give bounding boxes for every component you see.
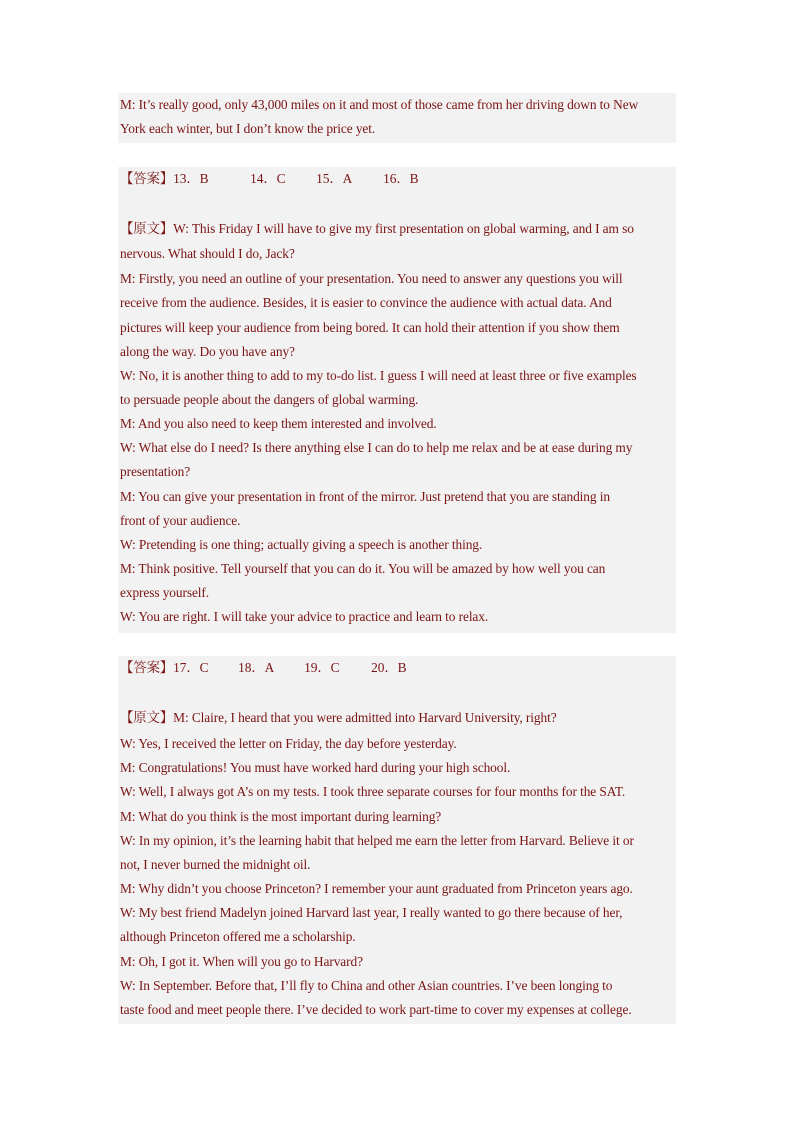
answer-block-17-20	[118, 656, 676, 1024]
answer-16: 16．B	[383, 171, 419, 186]
answer-14: 14．C	[250, 171, 286, 186]
dialogue-line: W: Pretending is one thing; actually giving a speech is another thing.	[120, 537, 483, 552]
dialogue-line: taste food and meet people there. I’ve decided to work part-time to cover my expenses at college.	[120, 1002, 632, 1017]
dialogue-line: express yourself.	[120, 585, 210, 600]
dialogue-line: W: In my opinion, it’s the learning habit that helped me earn the letter from Harvard. Believe it or	[120, 833, 634, 848]
dialogue-line: to persuade people about the dangers of global warming.	[120, 392, 419, 407]
dialogue-line: M: Firstly, you need an outline of your presentation. You need to answer any questions you will	[120, 271, 623, 286]
dialogue-line: W: No, it is another thing to add to my to-do list. I guess I will need at least three or five examples	[120, 368, 637, 383]
dialogue-line: front of your audience.	[120, 513, 241, 528]
dialogue-line: M: What do you think is the most important during learning?	[120, 809, 442, 824]
answer-13: 13．B	[173, 171, 209, 186]
source-tag: 【原文】	[120, 710, 174, 725]
answer-18: 18．A	[238, 660, 275, 675]
dialogue-line: W: You are right. I will take your advice to practice and learn to relax.	[120, 609, 489, 624]
answer-17: 17．C	[173, 660, 209, 675]
dialogue-line: M: Think positive. Tell yourself that you can do it. You will be amazed by how well you can	[120, 561, 606, 576]
answer-line	[120, 656, 676, 680]
answer-tag: 【答案】	[120, 660, 174, 675]
dialogue-line: M: And you also need to keep them interested and involved.	[120, 416, 437, 431]
source-tag: 【原文】	[120, 221, 174, 236]
dialogue-line: W: Well, I always got A’s on my tests. I took three separate courses for four months for the SAT.	[120, 784, 626, 799]
dialogue-line: 【原文】W: This Friday I will have to give my first presentation on global warming, and I am so	[120, 221, 634, 236]
dialogue-block-1	[118, 93, 676, 143]
answer-15: 15．A	[316, 171, 353, 186]
dialogue-line: although Princeton offered me a scholarship.	[120, 929, 356, 944]
dialogue-line: M: Oh, I got it. When will you go to Harvard?	[120, 954, 363, 969]
dialogue-line: not, I never burned the midnight oil.	[120, 857, 311, 872]
answer-tag: 【答案】	[120, 171, 174, 186]
dialogue-line: M: Why didn’t you choose Princeton? I remember your aunt graduated from Princeton years ago.	[120, 881, 633, 896]
dialogue-line: M: Congratulations! You must have worked hard during your high school.	[120, 760, 511, 775]
answer-line	[120, 167, 676, 191]
dialogue-line: receive from the audience. Besides, it is easier to convince the audience with actual data. And	[120, 295, 612, 310]
dialogue-line: presentation?	[120, 464, 191, 479]
answer-19: 19．C	[304, 660, 340, 675]
dialogue-line: pictures will keep your audience from being bored. It can hold their attention if you show them	[120, 320, 620, 335]
dialogue-line: M: It’s really good, only 43,000 miles on it and most of those came from her driving down to New	[120, 97, 639, 112]
dialogue-line: along the way. Do you have any?	[120, 344, 295, 359]
dialogue-line: York each winter, but I don’t know the price yet.	[120, 121, 376, 136]
dialogue-line: W: What else do I need? Is there anything else I can do to help me relax and be at ease during my	[120, 440, 633, 455]
answer-20: 20．B	[371, 660, 407, 675]
dialogue-line: nervous. What should I do, Jack?	[120, 246, 295, 261]
dialogue-line: W: Yes, I received the letter on Friday, the day before yesterday.	[120, 736, 457, 751]
dialogue-line: M: You can give your presentation in front of the mirror. Just pretend that you are standing in	[120, 489, 610, 504]
answer-block-13-16	[118, 167, 676, 633]
dialogue-line: W: My best friend Madelyn joined Harvard last year, I really wanted to go there because of her,	[120, 905, 623, 920]
dialogue-line: 【原文】M: Claire, I heard that you were admitted into Harvard University, right?	[120, 710, 557, 725]
dialogue-line: W: In September. Before that, I’ll fly to China and other Asian countries. I’ve been longing to	[120, 978, 613, 993]
